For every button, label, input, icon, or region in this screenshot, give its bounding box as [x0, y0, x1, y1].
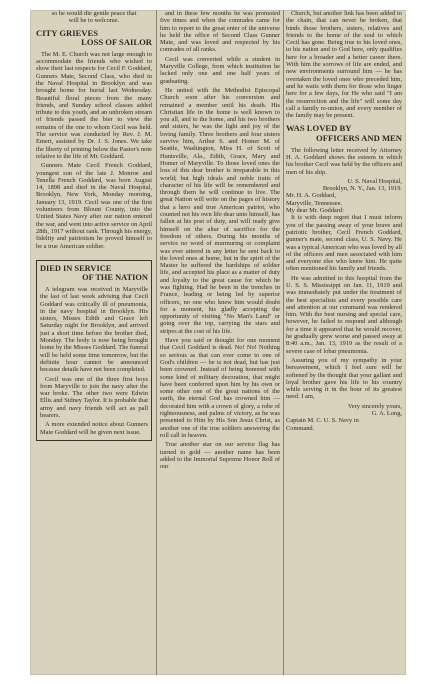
- article-paragraph: Have you said or thought for one moment that Cecil Goddard is dead. No! No! Nothing so serious as that can ever come to one of God's children — he is not dead, but has just been crowned. Instead of being honored with some kind of military decoration, that might have been conferred upon him by his own or some other one of the great nations of the earth, the eternal God has crowned him — decorated him with a crown of glory, a robe of righteousness, and palms of victory, as he was presented to Him by His Son Jesus Christ, as another one of the true soldiers answering the roll call in heaven.: [160, 337, 280, 439]
- letter-intro: The following letter received by Attorney H. A. Goddard shows the esteem in which his brother Cecil was held by the officers and men of his ship.: [286, 146, 402, 176]
- notice-paragraph: A more extended notice about Gunners Mate Goddard will be given next issue.: [40, 421, 148, 436]
- column-middle: [160, 10, 280, 675]
- article-paragraph: The M. E. Church was not large enough to accommodate the friends who wished to show their last respects for Cecil F. Goddard, Gunners Mate, Second Class, who died in the Naval Hospital in Brooklyn and was brought home for burial last Wednesday. Beautiful floral pieces from the many friends, and Sunday school classes added tribute to this youth, and an unbroken stream of friends passed the bier to view the remains of the one to whom Cecil was held. The service was conducted by Rev. J. M. Emert, assisted by Dr. J. S. Jones. We take the liberty of printing below the Pastor's note relative to the life of Mr. Goddard.: [36, 50, 152, 160]
- letter-salutation: My dear Mr. Goddard:: [286, 207, 344, 215]
- article-paragraph: He united with the Methodist Episcopal Church soon after his conversion and remained a member until his death. His Christian life in the home is well known to you all, and to the home, and his two brothers and sisters, he was the light and joy of the loving family. Three brothers and four sisters survive him, Arthur S. and Homer M. of Seattle, Washington, Miss H. of Scott of Huntsville, Ala., Edith, Grace, Mary and Homer of Maryville. To those loved ones the loss of this dear brother is irreparable in this world; but high ideals and noble traits of character of his life will be remembered and through them he will continue to live. The great Nation will write on the pages of history that a hero and true American patriot, who counted not his own life dear unto himself, has fallen at his post of duty, and will ready give himself on the altar of sacrifice for the freedom of others. During his months of service no word of murmuring or complaint was ever uttered in any letter he sent back to the loved ones at home, but in the spirit of the Master he suffered the hardships of soldier life, and accepted his place as a matter of duty and loyalty to the great cause for which he was fighting. Had he been in the trenches in France, leading or being led by superior officers, no one who knew him would doubt for a moment, his gladly accepting the opportunity of visiting "No Man's Land" or going over the top, carrying the stars and stripes at the cost of his life.: [160, 86, 280, 335]
- letter-signature: G. A. Long,: [371, 410, 402, 418]
- article-heading: OFFICERS AND MEN: [316, 133, 402, 144]
- notice-paragraph: Cecil was one of the three first boys from Maryville to join the navy after the war broke. The other two were Edwin Ellis and Sidney Taylor. It is probable that army and navy friends will act as pall bearers.: [40, 375, 148, 420]
- article-paragraph: Cecil was converted while a student in Maryville College, from which institution he lacked only one and one half years of graduating.: [160, 55, 280, 85]
- article-paragraph: True another star on our service flag has turned to gold — another name has been added to the Immortal Supreme Honor Roll of our: [160, 441, 280, 471]
- boxed-notice: [36, 260, 152, 441]
- column-rule: [283, 10, 284, 675]
- column-right: [286, 10, 402, 675]
- letter-signature-title: Captain M. C. U. S. Navy in: [286, 417, 359, 425]
- letter-signature-title: Command.: [286, 424, 315, 432]
- letter-recipient: Mr. H. A. Goddard,: [286, 192, 336, 200]
- letter-recipient-city: Maryville, Tennessee.: [286, 199, 343, 207]
- article-paragraph: Church, but another link has been added to the chain, that can never be broken, that binds those brothers, sisters, relatives and friends to the home of the soul to which Cecil has gone. Being true to his loved ones, to his nation and to God here, only qualifies here for a broader and a better career there. With him the sorrows of life are ended, and new environments surround him — he has overtaken the loved ones who preceded him, and he waits with them for those who linger here for a few days, for He who said "I am the resurrection and the life" will some day call a family re-union, and every member of the family may be present.: [286, 10, 402, 120]
- article-paragraph: Gunners Mate Cecil French Goddard, youngest son of the late J. Monroe and Tenella French Goddard, was born August 14, 1898 and died in the Naval Hospital, Brooklyn, New York, Monday morning, January 13, 1919. Cecil was one of the first volunteers from Blount County, into the United States Navy after our nation entered the war, and went into active service on April 28th, 1917 without rank. Through his energy, fidelity and patriotism he proved himself to be a true American soldier.: [36, 162, 152, 250]
- notice-heading: DIED IN SERVICE: [40, 263, 112, 273]
- article-heading: CITY GRIEVES: [36, 27, 99, 38]
- letter-address: U. S. Naval Hospital,: [347, 177, 402, 185]
- letter-paragraph: It is with deep regret that I must inform you of the passing away of your brave and patriotic brother, Cecil French Goddard, gunner's mate, second class, U. S. Navy. He was a typical American who was loved by all of the officers and men associated with him and everyone else who knew him. He quite often mentioned his family and friends.: [286, 214, 402, 273]
- top-line: will be to welcome.: [68, 17, 120, 25]
- notice-paragraph: A telegram was received in Maryville the last of last week advising that Cecil Goddard was critically ill of pneumonia, in the navy hospital in Brooklyn. His sisters, Misses Edith and Grace left Saturday night for Brooklyn, and arrived just a short time before the brother died, Monday. The body is now being brought home by the Misses Goddard. The funeral will be held some time tomorrow, but the definite hour cannot be announced because details have not been completed.: [40, 285, 148, 374]
- article-heading: LOSS OF SAILOR: [81, 37, 152, 48]
- column-rule: [156, 10, 157, 675]
- letter-paragraph: He was admitted to this hospital from the U. S. S. Mississippi on Jan. 11, 1919 and was immediately put under the treatment of the best specialists and every possible care and attention at our command was rendered him. With the best nursing and special care, however, he failed to respond and although for a time it appeared that he would recover, he gradually grew worse and passed away at 8:40 a.m., Jan. 13, 1919 as the result of a severe case of lobar pneumonia.: [286, 274, 402, 355]
- article-paragraph: and in these few months he was promoted five times and when the comrades came for him to report to the great enter of the universe he held the office of Second Class Gunner Mate, and was loved and respected by his comrades of all ranks.: [160, 10, 280, 54]
- newspaper-clipping: [30, 10, 406, 675]
- column-left: [36, 10, 152, 675]
- letter-closing: Very sincerely yours,: [347, 402, 402, 410]
- article-heading: WAS LOVED BY: [286, 123, 352, 134]
- letter-date: Brooklyn, N. Y., Jan. 13, 1919.: [322, 185, 402, 193]
- notice-heading: OF THE NATION: [82, 273, 148, 283]
- top-line: so he would die gentle peace that: [51, 10, 137, 17]
- letter-paragraph: Assuring you of my sympathy in your bereavement, which I feel sure will be softened by the thought that your gallant and loyal brother gave his life to his country while serving it in the hour of its greatest need. I am,: [286, 356, 402, 401]
